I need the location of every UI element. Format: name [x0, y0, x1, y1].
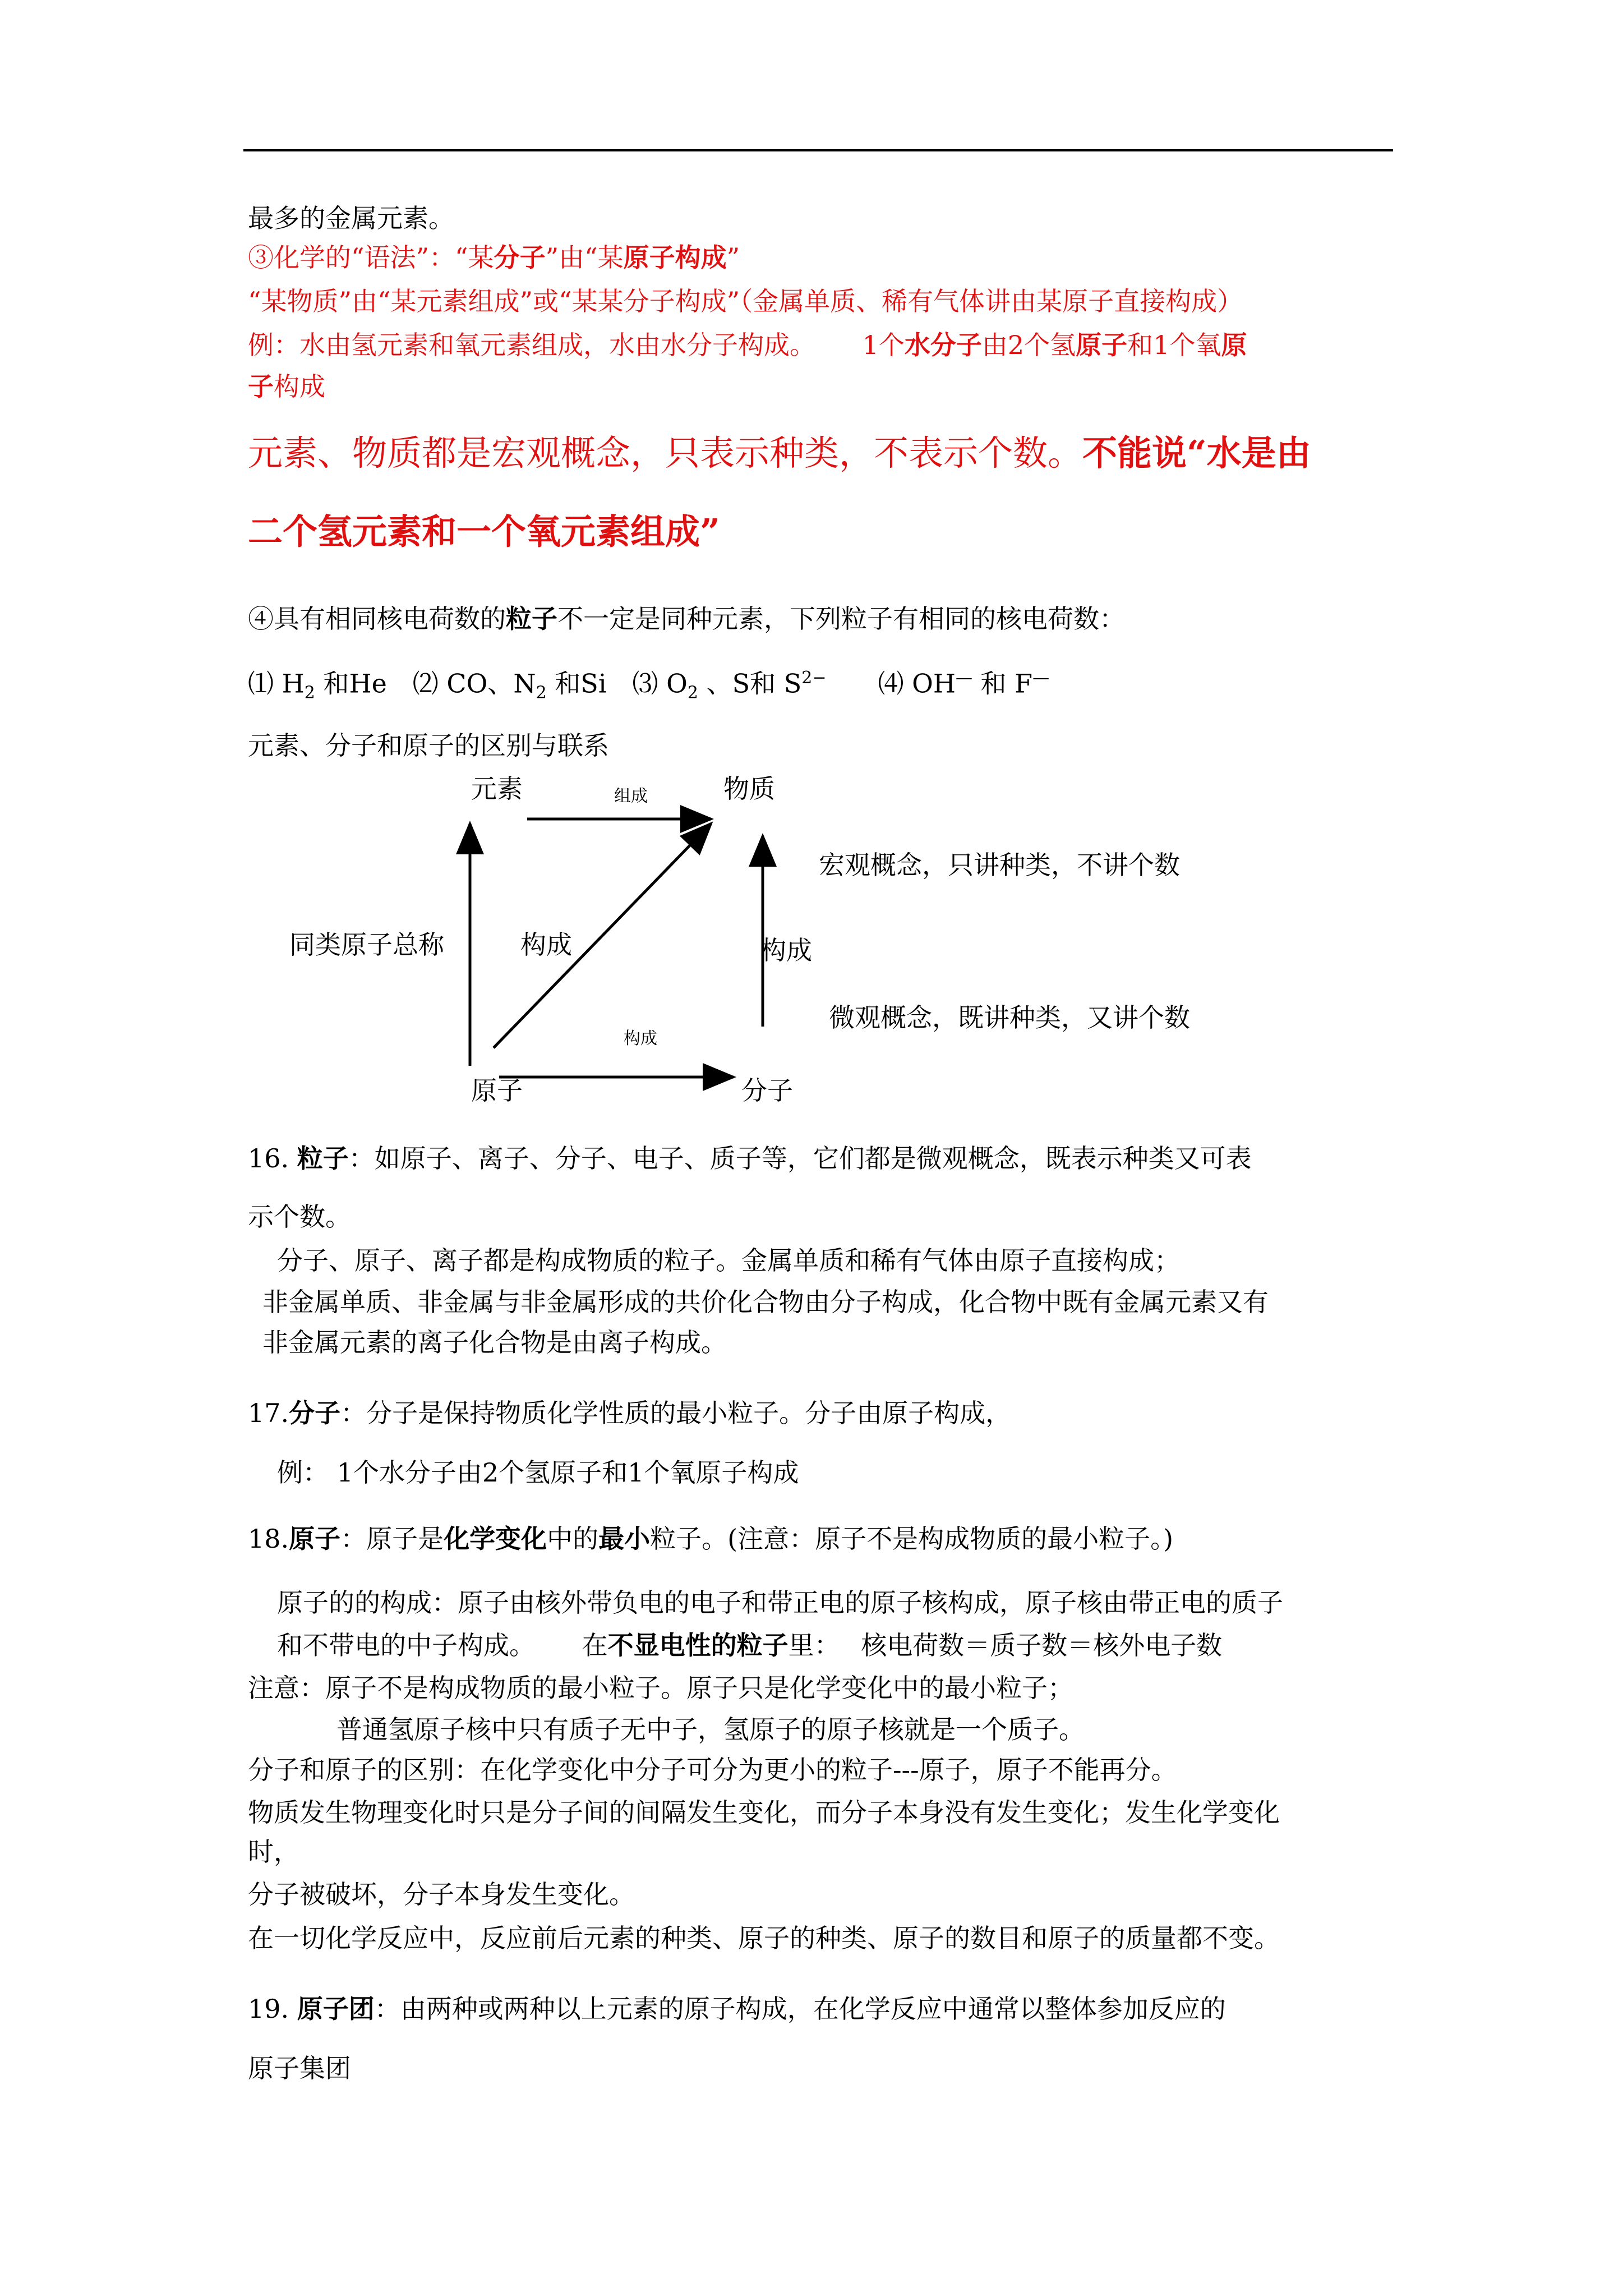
grammar-heading: ③化学的“语法”：“某分子”由“某原子构成”	[248, 242, 740, 273]
section-19: 19. 原子团：由两种或两种以上元素的原子构成，在化学反应中通常以整体参加反应的	[248, 1994, 1226, 2024]
section-18-line: 原子的的构成：原子由核外带负电的电子和带正电的原子核构成，原子核由带正电的质子	[277, 1588, 1283, 1618]
section-18-line: 和不带电的中子构成。 在不显电性的粒子里： 核电荷数＝质子数＝核外电子数	[277, 1630, 1223, 1660]
section-16-line: 分子、原子、离子都是构成物质的粒子。金属单质和稀有气体由原子直接构成；	[277, 1245, 1180, 1276]
label-molecule: 分子	[741, 1075, 793, 1106]
label-construct-small: 构成	[624, 1029, 657, 1048]
section-18-line: 分子和原子的区别：在化学变化中分子可分为更小的粒子---原子，原子不能再分。	[248, 1755, 1177, 1785]
label-micro: 微观概念，既讲种类，又讲个数	[829, 1002, 1190, 1033]
label-collective: 同类原子总称	[289, 930, 444, 960]
label-compose: 组成	[614, 786, 648, 806]
diagram-title: 元素、分子和原子的区别与联系	[248, 730, 609, 761]
grammar-example-cont: 子构成	[248, 371, 325, 402]
section-18-line: 在一切化学反应中，反应前后元素的种类、原子的种类、原子的数目和原子的质量都不变。	[248, 1923, 1280, 1953]
section-18-line: 普通氢原子核中只有质子无中子，氢原子的原子核就是一个质子。	[336, 1714, 1085, 1745]
label-atom: 原子	[471, 1075, 523, 1106]
label-element: 元素	[471, 774, 523, 804]
particle-examples: ⑴ $H_2$ 和He ⑵ CO、$N_2$ 和Si ⑶ $O_2$ 、S和 $S^{2-}$ ⑷ OH— 和 F—	[248, 668, 1050, 703]
label-macro: 宏观概念，只讲种类，不讲个数	[819, 850, 1180, 880]
text-line: 最多的金属元素。	[248, 203, 454, 233]
label-construct-diag: 构成	[520, 930, 572, 960]
section-18-line: 注意：原子不是构成物质的最小粒子。原子只是化学变化中的最小粒子；	[248, 1673, 1073, 1703]
grammar-example: 例：水由氢元素和氧元素组成，水由水分子构成。 1个水分子由2个氢原子和1个氧原	[248, 330, 1247, 360]
section-19-cont: 原子集团	[248, 2053, 351, 2083]
section-16-cont: 示个数。	[248, 1202, 351, 1232]
macro-note: 元素、物质都是宏观概念，只表示种类，不表示个数。不能说“水是由	[248, 432, 1311, 473]
section-16: 16. 粒子：如原子、离子、分子、电子、质子等，它们都是微观概念，既表示种类又可表	[248, 1143, 1252, 1174]
section-18-line: 物质发生物理变化时只是分子间的间隔发生变化，而分子本身没有发生变化；发生化学变化	[248, 1797, 1280, 1828]
label-construct-right: 构成	[760, 935, 812, 965]
section-16-line: 非金属单质、非金属与非金属形成的共价化合物由分子构成，化合物中既有金属元素又有	[262, 1287, 1269, 1317]
core-charge-heading: ④具有相同核电荷数的粒子不一定是同种元素，下列粒子有相同的核电荷数：	[248, 604, 1125, 634]
section-18-line: 分子被破坏，分子本身发生变化。	[248, 1879, 635, 1910]
section-16-line: 非金属元素的离子化合物是由离子构成。	[262, 1327, 727, 1358]
label-substance: 物质	[723, 774, 775, 804]
macro-note-cont: 二个氢元素和一个氧元素组成”	[248, 511, 720, 552]
section-18-line: 时，	[248, 1837, 299, 1867]
section-18: 18.原子：原子是化学变化中的最小粒子。(注意：原子不是构成物质的最小粒子。)	[248, 1524, 1174, 1554]
section-17: 17.分子：分子是保持物质化学性质的最小粒子。分子由原子构成，	[248, 1398, 1012, 1428]
grammar-rule: “某物质”由“某元素组成”或“某某分子构成”（金属单质、稀有气体讲由某原子直接构成）	[248, 286, 1243, 316]
section-17-example: 例： 1个水分子由2个氢原子和1个氧原子构成	[277, 1457, 799, 1488]
